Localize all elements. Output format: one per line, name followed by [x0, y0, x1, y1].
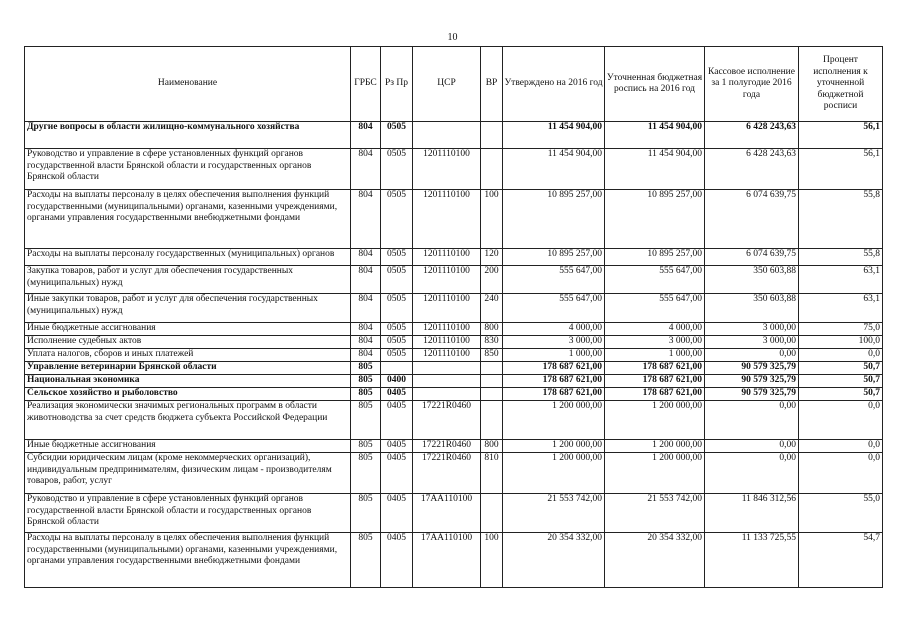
- cell-approved: 178 687 621,00: [503, 388, 605, 401]
- header-grbs: ГРБС: [351, 47, 381, 122]
- cell-csr: 1201110100: [413, 294, 481, 323]
- cell-csr: [413, 122, 481, 149]
- cell-approved: 1 000,00: [503, 349, 605, 362]
- cell-grbs: 805: [351, 388, 381, 401]
- cell-rzpr: 0505: [381, 349, 413, 362]
- table-row: [25, 294, 883, 323]
- cell-grbs: 804: [351, 149, 381, 190]
- cell-csr: [413, 388, 481, 401]
- cell-refined: 3 000,00: [605, 336, 705, 349]
- cell-approved: 10 895 257,00: [503, 249, 605, 266]
- header-percent: Процент исполнения к уточненной бюджетной росписи: [799, 47, 883, 122]
- cell-rzpr: 0505: [381, 122, 413, 149]
- cell-refined: 11 454 904,00: [605, 149, 705, 190]
- cell-rzpr: 0405: [381, 440, 413, 453]
- cell-rzpr: 0505: [381, 149, 413, 190]
- header-row: [25, 47, 883, 122]
- cell-approved: 11 454 904,00: [503, 149, 605, 190]
- cell-rzpr: 0505: [381, 190, 413, 249]
- cell-grbs: 805: [351, 362, 381, 375]
- cell-percent: 50,7: [799, 362, 883, 375]
- cell-percent: 56,1: [799, 149, 883, 190]
- header-cash: Кассовое исполнение за 1 полугодие 2016 года: [705, 47, 799, 122]
- table-row: [25, 494, 883, 533]
- table-row: [25, 453, 883, 494]
- cell-name: Руководство и управление в сфере установленных функций органов государственной власти Брянской области и государственных органов Брянской области: [25, 494, 351, 533]
- cell-vr: 200: [481, 266, 503, 294]
- table-row: [25, 375, 883, 388]
- header-rzpr: Рз Пр: [381, 47, 413, 122]
- table-row: [25, 190, 883, 249]
- header-refined: Уточненная бюджетная роспись на 2016 год: [605, 47, 705, 122]
- header-name: Наименование: [25, 47, 351, 122]
- cell-name: Субсидии юридическим лицам (кроме некоммерческих организаций), индивидуальным предпринимателям, физическим лицам - производителям товаров, работ, услуг: [25, 453, 351, 494]
- cell-grbs: 805: [351, 401, 381, 440]
- cell-percent: 0,0: [799, 349, 883, 362]
- cell-approved: 21 553 742,00: [503, 494, 605, 533]
- cell-csr: 17221R0460: [413, 453, 481, 494]
- cell-refined: 555 647,00: [605, 294, 705, 323]
- cell-vr: 800: [481, 323, 503, 336]
- cell-grbs: 804: [351, 249, 381, 266]
- table-row: [25, 149, 883, 190]
- cell-rzpr: 0405: [381, 494, 413, 533]
- cell-approved: 555 647,00: [503, 266, 605, 294]
- cell-percent: 50,7: [799, 388, 883, 401]
- cell-percent: 55,8: [799, 249, 883, 266]
- cell-approved: 178 687 621,00: [503, 375, 605, 388]
- cell-refined: 20 354 332,00: [605, 533, 705, 588]
- cell-refined: 1 200 000,00: [605, 440, 705, 453]
- cell-rzpr: 0505: [381, 323, 413, 336]
- table-row: [25, 388, 883, 401]
- cell-grbs: 804: [351, 323, 381, 336]
- table-row: [25, 349, 883, 362]
- cell-grbs: 805: [351, 440, 381, 453]
- cell-grbs: 805: [351, 453, 381, 494]
- cell-name: Сельское хозяйство и рыболовство: [25, 388, 351, 401]
- cell-grbs: 805: [351, 375, 381, 388]
- cell-approved: 10 895 257,00: [503, 190, 605, 249]
- cell-name: Иные бюджетные ассигнования: [25, 440, 351, 453]
- cell-refined: 178 687 621,00: [605, 388, 705, 401]
- cell-cash: 0,00: [705, 349, 799, 362]
- cell-csr: 1201110100: [413, 149, 481, 190]
- cell-rzpr: 0405: [381, 388, 413, 401]
- cell-percent: 75,0: [799, 323, 883, 336]
- cell-percent: 55,8: [799, 190, 883, 249]
- cell-refined: 178 687 621,00: [605, 362, 705, 375]
- cell-cash: 90 579 325,79: [705, 362, 799, 375]
- cell-vr: 120: [481, 249, 503, 266]
- cell-name: Иные бюджетные ассигнования: [25, 323, 351, 336]
- cell-approved: 178 687 621,00: [503, 362, 605, 375]
- cell-grbs: 804: [351, 190, 381, 249]
- cell-approved: 4 000,00: [503, 323, 605, 336]
- table-row: [25, 122, 883, 149]
- cell-percent: 0,0: [799, 401, 883, 440]
- cell-approved: 11 454 904,00: [503, 122, 605, 149]
- cell-cash: 3 000,00: [705, 323, 799, 336]
- cell-grbs: 805: [351, 533, 381, 588]
- cell-vr: [481, 388, 503, 401]
- cell-refined: 1 200 000,00: [605, 453, 705, 494]
- table-row: [25, 533, 883, 588]
- cell-grbs: 804: [351, 349, 381, 362]
- cell-rzpr: 0505: [381, 266, 413, 294]
- cell-percent: 0,0: [799, 440, 883, 453]
- cell-name: Реализация экономически значимых региональных программ в области животноводства за счет средств бюджета субъекта Российской Федерации: [25, 401, 351, 440]
- header-vr: ВР: [481, 47, 503, 122]
- cell-vr: [481, 401, 503, 440]
- cell-name: Расходы на выплаты персоналу в целях обеспечения выполнения функций государственными (муниципальными) органами, казенными учреждениями, органами управления государственными внебюджетными фондами: [25, 533, 351, 588]
- cell-name: Руководство и управление в сфере установленных функций органов государственной власти Брянской области и государственных органов Брянской области: [25, 149, 351, 190]
- cell-grbs: 805: [351, 494, 381, 533]
- cell-csr: [413, 375, 481, 388]
- cell-vr: 100: [481, 533, 503, 588]
- cell-csr: 1201110100: [413, 249, 481, 266]
- cell-refined: 178 687 621,00: [605, 375, 705, 388]
- cell-approved: 555 647,00: [503, 294, 605, 323]
- cell-name: Закупка товаров, работ и услуг для обеспечения государственных (муниципальных) нужд: [25, 266, 351, 294]
- cell-vr: [481, 362, 503, 375]
- cell-refined: 4 000,00: [605, 323, 705, 336]
- cell-grbs: 804: [351, 266, 381, 294]
- cell-approved: 1 200 000,00: [503, 401, 605, 440]
- cell-csr: 17221R0460: [413, 401, 481, 440]
- cell-name: Расходы на выплаты персоналу государственных (муниципальных) органов: [25, 249, 351, 266]
- header-approved: Утверждено на 2016 год: [503, 47, 605, 122]
- cell-vr: 800: [481, 440, 503, 453]
- cell-percent: 100,0: [799, 336, 883, 349]
- cell-cash: 350 603,88: [705, 266, 799, 294]
- table-row: [25, 440, 883, 453]
- cell-cash: 0,00: [705, 401, 799, 440]
- cell-csr: 17221R0460: [413, 440, 481, 453]
- cell-vr: [481, 149, 503, 190]
- table-row: [25, 323, 883, 336]
- cell-csr: 17АА110100: [413, 494, 481, 533]
- cell-name: Исполнение судебных актов: [25, 336, 351, 349]
- cell-csr: 1201110100: [413, 336, 481, 349]
- cell-approved: 3 000,00: [503, 336, 605, 349]
- cell-csr: 1201110100: [413, 190, 481, 249]
- cell-csr: 1201110100: [413, 323, 481, 336]
- cell-percent: 54,7: [799, 533, 883, 588]
- header-csr: ЦСР: [413, 47, 481, 122]
- cell-vr: [481, 375, 503, 388]
- cell-rzpr: 0505: [381, 294, 413, 323]
- cell-approved: 1 200 000,00: [503, 440, 605, 453]
- cell-cash: 0,00: [705, 453, 799, 494]
- cell-grbs: 804: [351, 294, 381, 323]
- table-row: [25, 336, 883, 349]
- cell-cash: 11 846 312,56: [705, 494, 799, 533]
- cell-cash: 350 603,88: [705, 294, 799, 323]
- cell-name: Расходы на выплаты персоналу в целях обеспечения выполнения функций государственными (муниципальными) органами, казенными учреждениями, органами управления государственными внебюджетными фондами: [25, 190, 351, 249]
- cell-name: Национальная экономика: [25, 375, 351, 388]
- cell-vr: [481, 122, 503, 149]
- cell-vr: 100: [481, 190, 503, 249]
- cell-percent: 50,7: [799, 375, 883, 388]
- cell-refined: 555 647,00: [605, 266, 705, 294]
- cell-refined: 10 895 257,00: [605, 249, 705, 266]
- cell-rzpr: 0405: [381, 453, 413, 494]
- cell-percent: 63,1: [799, 294, 883, 323]
- cell-percent: 56,1: [799, 122, 883, 149]
- cell-cash: 0,00: [705, 440, 799, 453]
- cell-vr: 830: [481, 336, 503, 349]
- table-row: [25, 266, 883, 294]
- cell-csr: 1201110100: [413, 349, 481, 362]
- table-row: [25, 362, 883, 375]
- cell-percent: 0,0: [799, 453, 883, 494]
- cell-rzpr: [381, 362, 413, 375]
- cell-rzpr: 0400: [381, 375, 413, 388]
- cell-rzpr: 0505: [381, 336, 413, 349]
- cell-refined: 21 553 742,00: [605, 494, 705, 533]
- table-row: [25, 401, 883, 440]
- cell-percent: 63,1: [799, 266, 883, 294]
- cell-name: Управление ветеринарии Брянской области: [25, 362, 351, 375]
- cell-cash: 90 579 325,79: [705, 388, 799, 401]
- cell-cash: 6 428 243,63: [705, 149, 799, 190]
- cell-vr: 850: [481, 349, 503, 362]
- cell-refined: 10 895 257,00: [605, 190, 705, 249]
- cell-vr: [481, 494, 503, 533]
- cell-grbs: 804: [351, 122, 381, 149]
- cell-vr: 810: [481, 453, 503, 494]
- cell-cash: 3 000,00: [705, 336, 799, 349]
- cell-csr: [413, 362, 481, 375]
- cell-name: Иные закупки товаров, работ и услуг для обеспечения государственных (муниципальных) нужд: [25, 294, 351, 323]
- cell-csr: 17АА110100: [413, 533, 481, 588]
- cell-refined: 1 000,00: [605, 349, 705, 362]
- cell-csr: 1201110100: [413, 266, 481, 294]
- cell-cash: 11 133 725,55: [705, 533, 799, 588]
- cell-rzpr: 0405: [381, 533, 413, 588]
- cell-grbs: 804: [351, 336, 381, 349]
- cell-cash: 90 579 325,79: [705, 375, 799, 388]
- cell-cash: 6 074 639,75: [705, 190, 799, 249]
- cell-approved: 20 354 332,00: [503, 533, 605, 588]
- cell-refined: 1 200 000,00: [605, 401, 705, 440]
- cell-vr: 240: [481, 294, 503, 323]
- cell-name: Другие вопросы в области жилищно-коммунального хозяйства: [25, 122, 351, 149]
- budget-table: [24, 46, 883, 588]
- cell-rzpr: 0405: [381, 401, 413, 440]
- table-row: [25, 249, 883, 266]
- cell-cash: 6 428 243,63: [705, 122, 799, 149]
- cell-cash: 6 074 639,75: [705, 249, 799, 266]
- cell-refined: 11 454 904,00: [605, 122, 705, 149]
- cell-approved: 1 200 000,00: [503, 453, 605, 494]
- cell-percent: 55,0: [799, 494, 883, 533]
- cell-name: Уплата налогов, сборов и иных платежей: [25, 349, 351, 362]
- table-body: [25, 122, 883, 588]
- page-number: 10: [447, 32, 458, 43]
- cell-rzpr: 0505: [381, 249, 413, 266]
